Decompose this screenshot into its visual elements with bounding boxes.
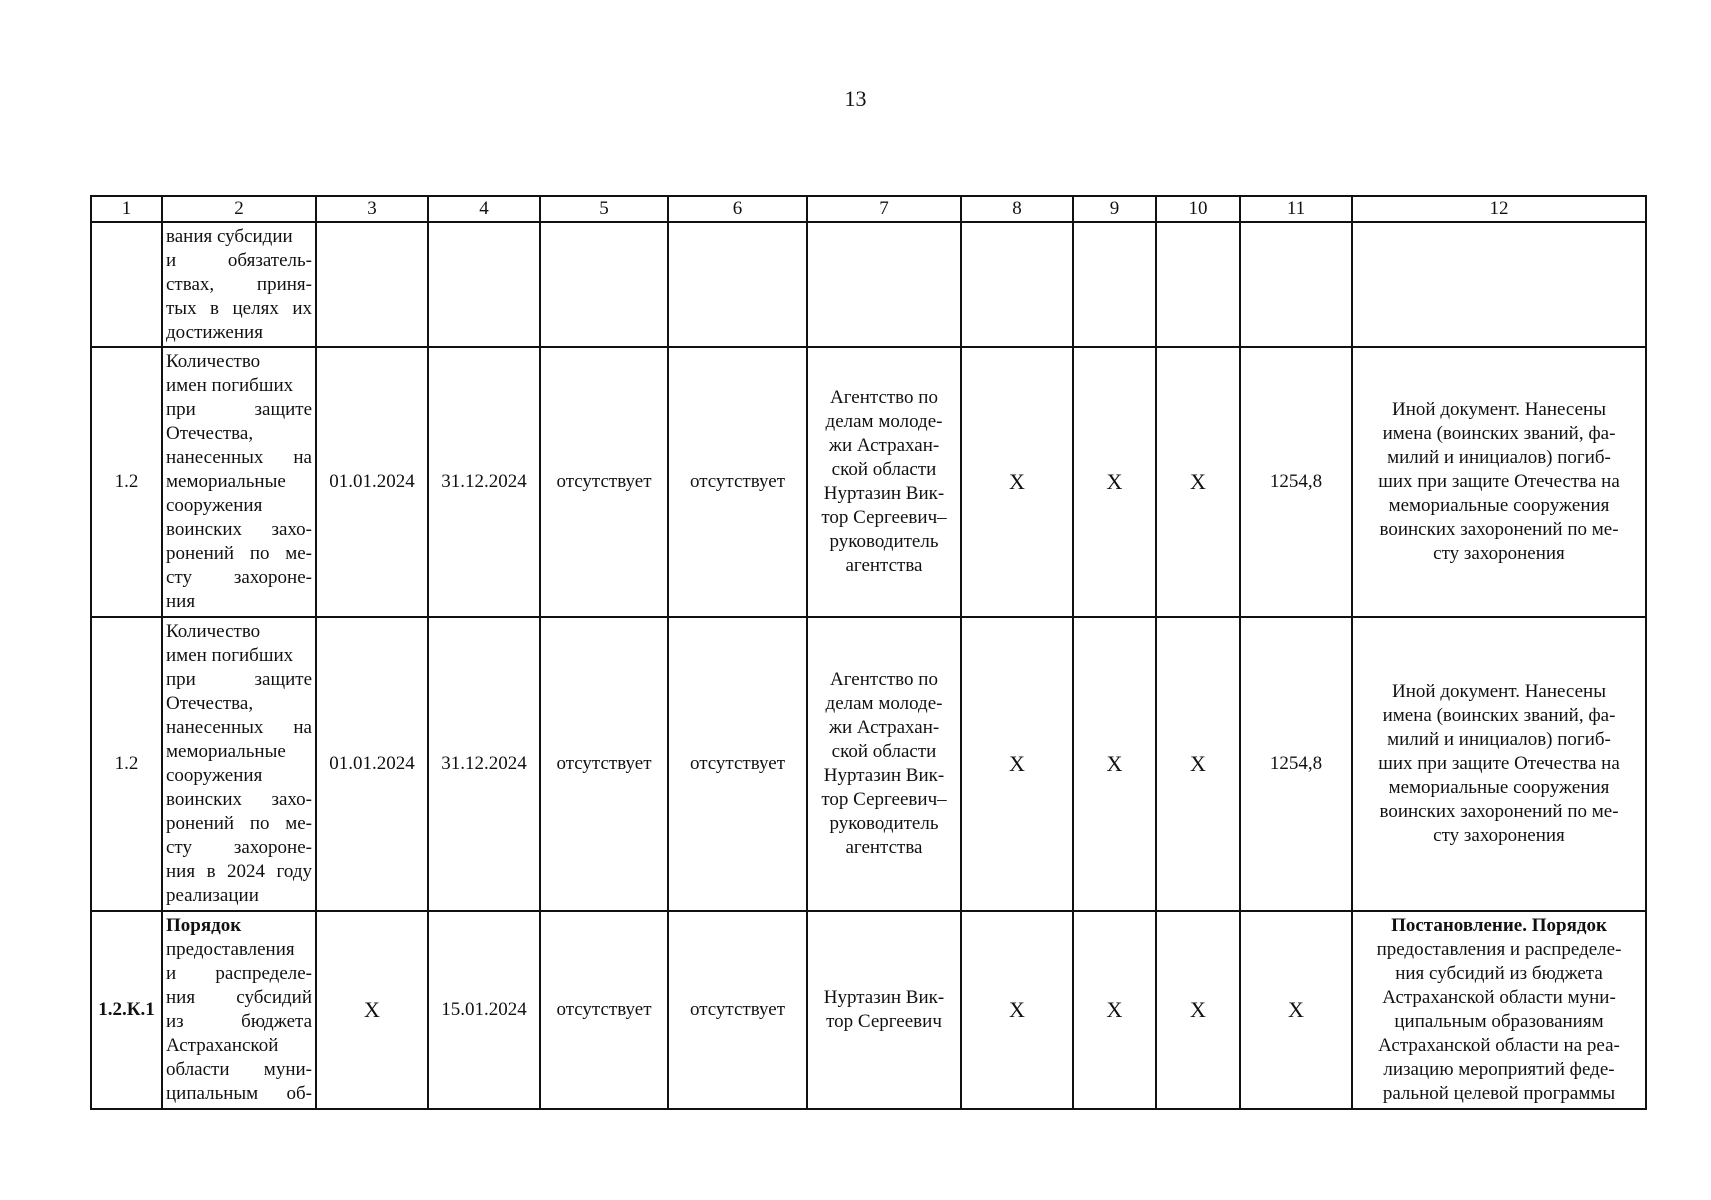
col10-value: X bbox=[1156, 347, 1240, 617]
end-date: 31.12.2024 bbox=[428, 617, 540, 911]
start-date: X bbox=[316, 911, 428, 1109]
col8-value bbox=[961, 222, 1073, 347]
col9-value: X bbox=[1073, 911, 1156, 1109]
end-date bbox=[428, 222, 540, 347]
row-number: 1.2 bbox=[91, 617, 162, 911]
col5-value: отсутствует bbox=[540, 347, 668, 617]
result-name: вания субсидии и обязатель- ствах, приня- тых в целях их достижения bbox=[162, 222, 316, 347]
col10-value: X bbox=[1156, 911, 1240, 1109]
document-description bbox=[1352, 222, 1646, 347]
table-row bbox=[91, 347, 1646, 617]
end-date: 31.12.2024 bbox=[428, 347, 540, 617]
column-header: 2 bbox=[162, 196, 316, 222]
start-date: 01.01.2024 bbox=[316, 617, 428, 911]
start-date: 01.01.2024 bbox=[316, 347, 428, 617]
responsible bbox=[807, 222, 961, 347]
column-header: 3 bbox=[316, 196, 428, 222]
column-header: 5 bbox=[540, 196, 668, 222]
header-row bbox=[91, 196, 1646, 222]
row-number bbox=[91, 222, 162, 347]
col5-value bbox=[540, 222, 668, 347]
col11-value: 1254,8 bbox=[1240, 617, 1352, 911]
end-date: 15.01.2024 bbox=[428, 911, 540, 1109]
col6-value bbox=[668, 222, 807, 347]
result-name: Количество имен погибших при защите Отечества, нанесенных на мемориальные сооружения воинских захо- ронений по ме- сту захороне- ния bbox=[162, 347, 316, 617]
table-row bbox=[91, 617, 1646, 911]
row-number: 1.2.К.1 bbox=[91, 911, 162, 1109]
result-name: Количество имен погибших при защите Отечества, нанесенных на мемориальные сооружения воинских захо- ронений по ме- сту захороне- ния в 2024 году реализации bbox=[162, 617, 316, 911]
col11-value: 1254,8 bbox=[1240, 347, 1352, 617]
col5-value: отсутствует bbox=[540, 911, 668, 1109]
column-header: 9 bbox=[1073, 196, 1156, 222]
column-header: 1 bbox=[91, 196, 162, 222]
col8-value: X bbox=[961, 347, 1073, 617]
page-number: 13 bbox=[844, 86, 867, 111]
column-header: 8 bbox=[961, 196, 1073, 222]
column-header: 12 bbox=[1352, 196, 1646, 222]
table-row bbox=[91, 911, 1646, 1109]
col6-value: отсутствует bbox=[668, 911, 807, 1109]
column-header: 7 bbox=[807, 196, 961, 222]
table-row bbox=[91, 222, 1646, 347]
result-name: Порядок предоставления и распределе- ния субсидий из бюджета Астраханской области муни- ципальным об- bbox=[162, 911, 316, 1109]
col9-value: X bbox=[1073, 617, 1156, 911]
column-header: 4 bbox=[428, 196, 540, 222]
responsible: Агентство по делам молоде- жи Астрахан- ской области Нуртазин Вик- тор Сергеевич– руководитель агентства bbox=[807, 347, 961, 617]
column-header: 11 bbox=[1240, 196, 1352, 222]
document-description: Иной документ. Нанесены имена (воинских званий, фа- милий и инициалов) погиб- ших при защите Отечества на мемориальные сооружения воинских захоронений по ме- сту захоронения bbox=[1352, 347, 1646, 617]
col8-value: X bbox=[961, 617, 1073, 911]
col6-value: отсутствует bbox=[668, 617, 807, 911]
column-header: 10 bbox=[1156, 196, 1240, 222]
col11-value bbox=[1240, 222, 1352, 347]
start-date bbox=[316, 222, 428, 347]
col6-value: отсутствует bbox=[668, 347, 807, 617]
col10-value: X bbox=[1156, 617, 1240, 911]
col8-value: X bbox=[961, 911, 1073, 1109]
col11-value: X bbox=[1240, 911, 1352, 1109]
col9-value: X bbox=[1073, 347, 1156, 617]
col9-value bbox=[1073, 222, 1156, 347]
responsible: Агентство по делам молоде- жи Астрахан- ской области Нуртазин Вик- тор Сергеевич– руководитель агентства bbox=[807, 617, 961, 911]
col5-value: отсутствует bbox=[540, 617, 668, 911]
responsible: Нуртазин Вик- тор Сергеевич bbox=[807, 911, 961, 1109]
col10-value bbox=[1156, 222, 1240, 347]
document-description: Постановление. Порядок предоставления и распределе- ния субсидий из бюджета Астраханской области муни- ципальным образованиям Астраханской области на реа- лизацию мероприятий феде- ральной целевой программы bbox=[1352, 911, 1646, 1109]
column-header: 6 bbox=[668, 196, 807, 222]
activity-table bbox=[90, 195, 1647, 1110]
document-description: Иной документ. Нанесены имена (воинских званий, фа- милий и инициалов) погиб- ших при защите Отечества на мемориальные сооружения воинских захоронений по ме- сту захоронения bbox=[1352, 617, 1646, 911]
row-number: 1.2 bbox=[91, 347, 162, 617]
